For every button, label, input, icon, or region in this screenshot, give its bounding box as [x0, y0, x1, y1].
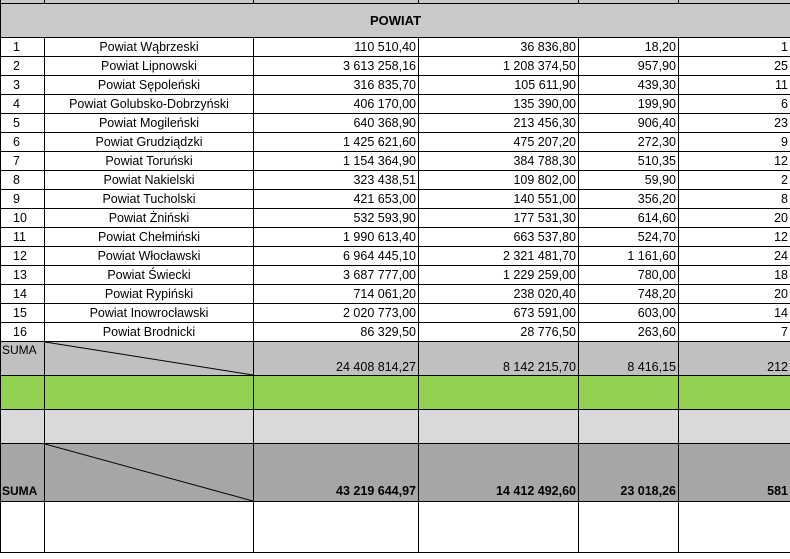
- row-number: 8: [1, 171, 45, 190]
- sum-value-4: 212: [679, 342, 790, 376]
- table-row: [1, 228, 790, 247]
- value-col-4: 14: [679, 304, 790, 323]
- value-col-4: 25: [679, 57, 790, 76]
- value-col-3: 524,70: [579, 228, 679, 247]
- row-number: 2: [1, 57, 45, 76]
- value-col-2: 673 591,00: [419, 304, 579, 323]
- value-col-2: 213 456,30: [419, 114, 579, 133]
- powiat-name: Powiat Sępoleński: [45, 76, 254, 95]
- value-col-3: 603,00: [579, 304, 679, 323]
- blank-cell: [579, 502, 679, 553]
- value-col-2: 28 776,50: [419, 323, 579, 342]
- row-number: 9: [1, 190, 45, 209]
- value-col-4: 8: [679, 190, 790, 209]
- grey-cell: [579, 410, 679, 444]
- value-col-1: 1 425 621,60: [254, 133, 419, 152]
- value-col-2: 2 321 481,70: [419, 247, 579, 266]
- table-row: [1, 285, 790, 304]
- green-cell: [579, 376, 679, 410]
- header-row: [1, 4, 790, 38]
- value-col-2: 663 537,80: [419, 228, 579, 247]
- table-row: [1, 76, 790, 95]
- row-number: 12: [1, 247, 45, 266]
- table-row: [1, 57, 790, 76]
- value-col-1: 3 613 258,16: [254, 57, 419, 76]
- table-row: [1, 38, 790, 57]
- table-row: [1, 133, 790, 152]
- diagonal-line: [45, 342, 253, 375]
- green-band-row: [1, 376, 790, 410]
- grand-total-label: SUMA: [1, 444, 45, 502]
- value-col-4: 12: [679, 152, 790, 171]
- sum-value-1: 24 408 814,27: [254, 342, 419, 376]
- powiat-name: Powiat Rypiński: [45, 285, 254, 304]
- green-cell: [45, 376, 254, 410]
- powiat-name: Powiat Toruński: [45, 152, 254, 171]
- value-col-1: 1 154 364,90: [254, 152, 419, 171]
- value-col-2: 36 836,80: [419, 38, 579, 57]
- grand-total-value-1: 43 219 644,97: [254, 444, 419, 502]
- grey-cell: [45, 410, 254, 444]
- value-col-1: 110 510,40: [254, 38, 419, 57]
- value-col-3: 59,90: [579, 171, 679, 190]
- value-col-3: 439,30: [579, 76, 679, 95]
- value-col-3: 263,60: [579, 323, 679, 342]
- value-col-2: 384 788,30: [419, 152, 579, 171]
- header-title: POWIAT: [1, 4, 790, 38]
- grand-total-value-2: 14 412 492,60: [419, 444, 579, 502]
- value-col-4: 11: [679, 76, 790, 95]
- powiat-name: Powiat Grudziądzki: [45, 133, 254, 152]
- powiat-name: Powiat Świecki: [45, 266, 254, 285]
- grand-total-row: [1, 444, 790, 502]
- green-cell: [419, 376, 579, 410]
- value-col-1: 406 170,00: [254, 95, 419, 114]
- row-number: 16: [1, 323, 45, 342]
- value-col-1: 323 438,51: [254, 171, 419, 190]
- table-row: [1, 266, 790, 285]
- powiat-name: Powiat Brodnicki: [45, 323, 254, 342]
- table-row: [1, 152, 790, 171]
- row-number: 11: [1, 228, 45, 247]
- value-col-3: 356,20: [579, 190, 679, 209]
- value-col-4: 1: [679, 38, 790, 57]
- grey-cell: [254, 410, 419, 444]
- value-col-2: 1 229 259,00: [419, 266, 579, 285]
- value-col-3: 957,90: [579, 57, 679, 76]
- value-col-2: 135 390,00: [419, 95, 579, 114]
- blank-cell: [419, 502, 579, 553]
- value-col-2: 1 208 374,50: [419, 57, 579, 76]
- value-col-1: 1 990 613,40: [254, 228, 419, 247]
- powiat-name: Powiat Tucholski: [45, 190, 254, 209]
- grey-cell: [419, 410, 579, 444]
- value-col-2: 475 207,20: [419, 133, 579, 152]
- powiat-name: Powiat Nakielski: [45, 171, 254, 190]
- blank-row: [1, 502, 790, 553]
- value-col-4: 20: [679, 285, 790, 304]
- value-col-1: 640 368,90: [254, 114, 419, 133]
- value-col-1: 421 653,00: [254, 190, 419, 209]
- row-number: 10: [1, 209, 45, 228]
- value-col-3: 1 161,60: [579, 247, 679, 266]
- value-col-4: 7: [679, 323, 790, 342]
- row-number: 15: [1, 304, 45, 323]
- sum-row: [1, 342, 790, 376]
- value-col-1: 86 329,50: [254, 323, 419, 342]
- value-col-1: 714 061,20: [254, 285, 419, 304]
- blank-cell: [1, 502, 45, 553]
- value-col-3: 614,60: [579, 209, 679, 228]
- grey-cell: [1, 410, 45, 444]
- value-col-4: 18: [679, 266, 790, 285]
- table-row: [1, 190, 790, 209]
- value-col-4: 9: [679, 133, 790, 152]
- table-row: [1, 323, 790, 342]
- value-col-4: 12: [679, 228, 790, 247]
- blank-cell: [45, 502, 254, 553]
- powiat-name: Powiat Mogileński: [45, 114, 254, 133]
- value-col-3: 748,20: [579, 285, 679, 304]
- blank-cell: [679, 502, 790, 553]
- table-row: [1, 171, 790, 190]
- value-col-4: 6: [679, 95, 790, 114]
- sum-value-2: 8 142 215,70: [419, 342, 579, 376]
- table-row: [1, 209, 790, 228]
- diagonal-line: [45, 444, 253, 501]
- value-col-1: 6 964 445,10: [254, 247, 419, 266]
- value-col-4: 23: [679, 114, 790, 133]
- row-number: 13: [1, 266, 45, 285]
- grand-total-diagonal-cell: [45, 444, 254, 502]
- value-col-2: 140 551,00: [419, 190, 579, 209]
- value-col-2: 177 531,30: [419, 209, 579, 228]
- value-col-4: 24: [679, 247, 790, 266]
- value-col-3: 18,20: [579, 38, 679, 57]
- green-cell: [679, 376, 790, 410]
- powiat-name: Powiat Chełmiński: [45, 228, 254, 247]
- grand-total-value-4: 581: [679, 444, 790, 502]
- value-col-3: 510,35: [579, 152, 679, 171]
- value-col-2: 109 802,00: [419, 171, 579, 190]
- grand-total-value-3: 23 018,26: [579, 444, 679, 502]
- blank-cell: [254, 502, 419, 553]
- green-cell: [1, 376, 45, 410]
- value-col-4: 20: [679, 209, 790, 228]
- powiat-name: Powiat Inowrocławski: [45, 304, 254, 323]
- value-col-3: 272,30: [579, 133, 679, 152]
- table-row: [1, 304, 790, 323]
- value-col-2: 105 611,90: [419, 76, 579, 95]
- row-number: 6: [1, 133, 45, 152]
- value-col-1: 2 020 773,00: [254, 304, 419, 323]
- grey-cell: [679, 410, 790, 444]
- powiat-name: Powiat Żniński: [45, 209, 254, 228]
- row-number: 7: [1, 152, 45, 171]
- grey-band-row: [1, 410, 790, 444]
- sum-label: SUMA: [1, 342, 45, 376]
- sum-diagonal-cell: [45, 342, 254, 376]
- row-number: 1: [1, 38, 45, 57]
- value-col-1: 316 835,70: [254, 76, 419, 95]
- powiat-name: Powiat Lipnowski: [45, 57, 254, 76]
- row-number: 3: [1, 76, 45, 95]
- powiat-name: Powiat Golubsko-Dobrzyński: [45, 95, 254, 114]
- green-cell: [254, 376, 419, 410]
- sum-value-3: 8 416,15: [579, 342, 679, 376]
- value-col-3: 199,90: [579, 95, 679, 114]
- value-col-1: 3 687 777,00: [254, 266, 419, 285]
- row-number: 4: [1, 95, 45, 114]
- powiat-name: Powiat Włocławski: [45, 247, 254, 266]
- powiat-name: Powiat Wąbrzeski: [45, 38, 254, 57]
- row-number: 5: [1, 114, 45, 133]
- value-col-3: 906,40: [579, 114, 679, 133]
- value-col-2: 238 020,40: [419, 285, 579, 304]
- value-col-4: 2: [679, 171, 790, 190]
- value-col-1: 532 593,90: [254, 209, 419, 228]
- row-number: 14: [1, 285, 45, 304]
- value-col-3: 780,00: [579, 266, 679, 285]
- table-row: [1, 95, 790, 114]
- table-row: [1, 247, 790, 266]
- table-row: [1, 114, 790, 133]
